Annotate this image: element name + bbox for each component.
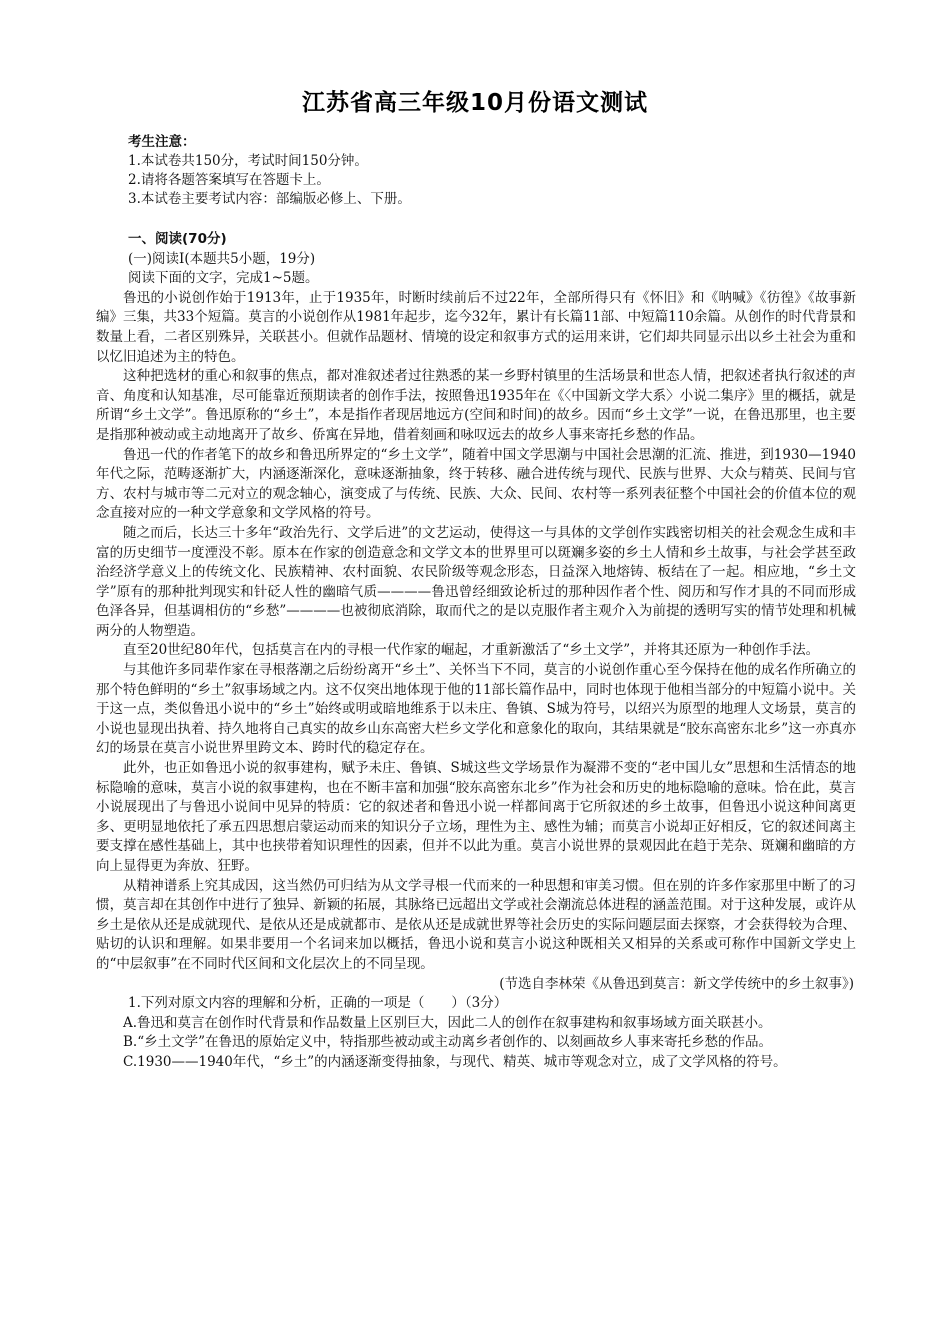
passage-paragraph: 直至20世纪80年代，包括莫言在内的寻根一代作家的崛起，才重新激活了“乡土文学”，并将其还原为一种创作手法。 (123, 642, 820, 659)
reading-instruction: 阅读下面的文字，完成1~5题。 (128, 270, 319, 287)
passage-paragraph: 随之而后，长达三十多年“政治先行、文学后进”的文艺运动，使得这一与具体的文学创作实践密切相关的社会观念生成和丰富的历史细节一度湮没不彰。原本在作家的创造意念和文学文本的世界里可以斑斓多姿的乡土人情和乡土故事，与社会学甚至政治经济学意义上的传统文化、民族精神、农村面貌、农民阶级等观念形态，日益深入地熔铸、板结在了一起。相应地，“乡土文学”原有的那种批判现实和针砭人性的幽暗气质————鲁迅曾经细致论析过的那种因作者个性、阅历和写作才具的不同而形成色泽各异，但基调相仿的“乡愁”————也被彻底消除，取而代之的是以克服作者主观介入为前提的透明写实的情节处理和机械两分的人物塑造。 (96, 524, 856, 639)
passage-paragraph: 从精神谱系上究其成因，这当然仍可归结为从文学寻根一代而来的一种思想和审美习惯。但在别的许多作家那里中断了的习惯，莫言却在其创作中进行了独异、新颖的拓展，其脉络已远超出文学或社会潮流总体进程的涵盖范围。对于这种发展，或许从乡土是依从还是成就现代、是依从还是成就都市、是依从还是成就世界等社会历史的实际问题层面去探察，才会获得较为合理、贴切的认识和理解。如果非要用一个名词来加以概括，鲁迅小说和莫言小说这种既相关又相异的关系或可称作中国新文学史上的“中层叙事”在不同时代区间和文化层次上的不同呈现。 (96, 877, 856, 972)
passage-paragraph: 鲁迅的小说创作始于1913年，止于1935年，时断时续前后不过22年，全部所得只有《怀旧》和《呐喊》《彷徨》《故事新编》三集，共33个短篇。莫言的小说创作从1981年起步，迄今32年，累计有长篇11部、中短篇110余篇。从创作的时代背景和数量上看，二者区别殊异，关联甚小。但就作品题材、情境的设定和叙事方式的运用来讲，它们却共同显示出以乡土社会为重和以忆旧追述为主的特色。 (96, 289, 856, 365)
passage-paragraph: 与其他许多同辈作家在寻根落潮之后纷纷离开“乡土”、关怀当下不同，莫言的小说创作重心至今保持在他的成名作所确立的那个特色鲜明的“乡土”叙事场域之内。这不仅突出地体现于他的11部长篇作品中，同时也体现于他相当部分的中短篇小说中。关于这一点，类似鲁迅小说中的“乡土”始终或明或暗地维系于以未庄、鲁镇、S城为符号，以绍兴为原型的地理人文场景，莫言的小说也显现出执着、持久地将自己真实的故乡山东高密大栏乡文学化和意象化的取向，其结果就是“胶东高密东北乡”这一亦真亦幻的场景在莫言小说世界里跨文本、跨时代的稳定存在。 (96, 662, 856, 757)
notice-heading: 考生注意： (128, 134, 196, 150)
notice-item: 1.本试卷共150分，考试时间150分钟。 (128, 153, 368, 169)
passage-paragraph: 这种把选材的重心和叙事的焦点，都对准叙述者过往熟悉的某一乡野村镇里的生活场景和世态人情，把叙述者执行叙述的声音、角度和认知基准，尽可能靠近预期读者的创作手法，按照鲁迅1935年在《〈中国新文学大系〉小说二集序》里的概括，就是所谓“乡土文学”。鲁迅原称的“乡土”，本是指作者现居地远方(空间和时间)的故乡。因而“乡土文学”一说，在鲁迅那里，也主要是指那种被动或主动地离开了故乡、侨寓在异地，借着刻画和咏叹远去的故乡人事来寄托乡愁的作品。 (96, 368, 856, 443)
passage-source: (节选自李林荣《从鲁迅到莫言：新文学传统中的乡土叙事》) (499, 975, 854, 992)
question-option-a: A.鲁迅和莫言在创作时代背景和作品数量上区别巨大，因此二人的创作在叙事建构和叙事场域方面关联甚小。 (123, 1014, 772, 1031)
notice-block (128, 133, 828, 209)
exam-title: 江苏省高三年级10月份语文测试 (301, 90, 648, 116)
passage-paragraph: 此外，也正如鲁迅小说的叙事建构，赋予未庄、鲁镇、S城这些文学场景作为凝滞不变的“老中国儿女”思想和生活情态的地标隐喻的意味，莫言小说的叙事建构，也在不断丰富和加强“胶东高密东北乡”作为社会和历史的地标隐喻的意味。恰在此，莫言小说展现出了与鲁迅小说间中见异的特质：它的叙述者和鲁迅小说一样都间离于它所叙述的乡土故事，但鲁迅小说这种间离更多、更明显地依托了承五四思想启蒙运动而来的知识分子立场，理性为主、感性为辅；而莫言小说却正好相反，它的叙述间离主要支撑在感性基础上，其中也挟带着知识理性的因素，但并不以此为重。莫言小说世界的景观因此在趋于芜杂、斑斓和幽暗的方向上显得更为奔放、狂野。 (96, 760, 856, 874)
question-option-c: C.1930——1940年代，“乡土”的内涵逐渐变得抽象，与现代、精英、城市等观念对立，成了文学风格的符号。 (123, 1053, 787, 1070)
subsection-heading: (一)阅读Ⅰ(本题共5小题，19分) (128, 250, 316, 267)
section-heading: 一、阅读(70分) (128, 231, 227, 247)
passage-paragraph: 鲁迅一代的作者笔下的故乡和鲁迅所界定的“乡土文学”，随着中国文学思潮与中国社会思潮的汇流、推进，到1930—1940年代之际，范畴逐渐扩大，内涵逐渐深化，意味逐渐抽象，终于转移、融合进传统与现代、民族与世界、大众与精英、民间与官方、农村与城市等二元对立的观念轴心，演变成了与传统、民族、大众、民间、农村等一系列表征整个中国社会的价值本位的观念直接对应的一种文学意象和文学风格的符号。 (96, 446, 856, 522)
notice-item: 3.本试卷主要考试内容：部编版必修上、下册。 (128, 191, 411, 207)
notice-item: 2.请将各题答案填写在答题卡上。 (128, 172, 330, 188)
question-stem: 1.下列对原文内容的理解和分析，正确的一项是（ ）（3分） (128, 995, 508, 1012)
reading-content (96, 230, 856, 1073)
question-option-b: B.“乡土文学”在鲁迅的原始定义中，特指那些被动或主动离乡者创作的、以刻画故乡人事来寄托乡愁的作品。 (123, 1034, 773, 1051)
